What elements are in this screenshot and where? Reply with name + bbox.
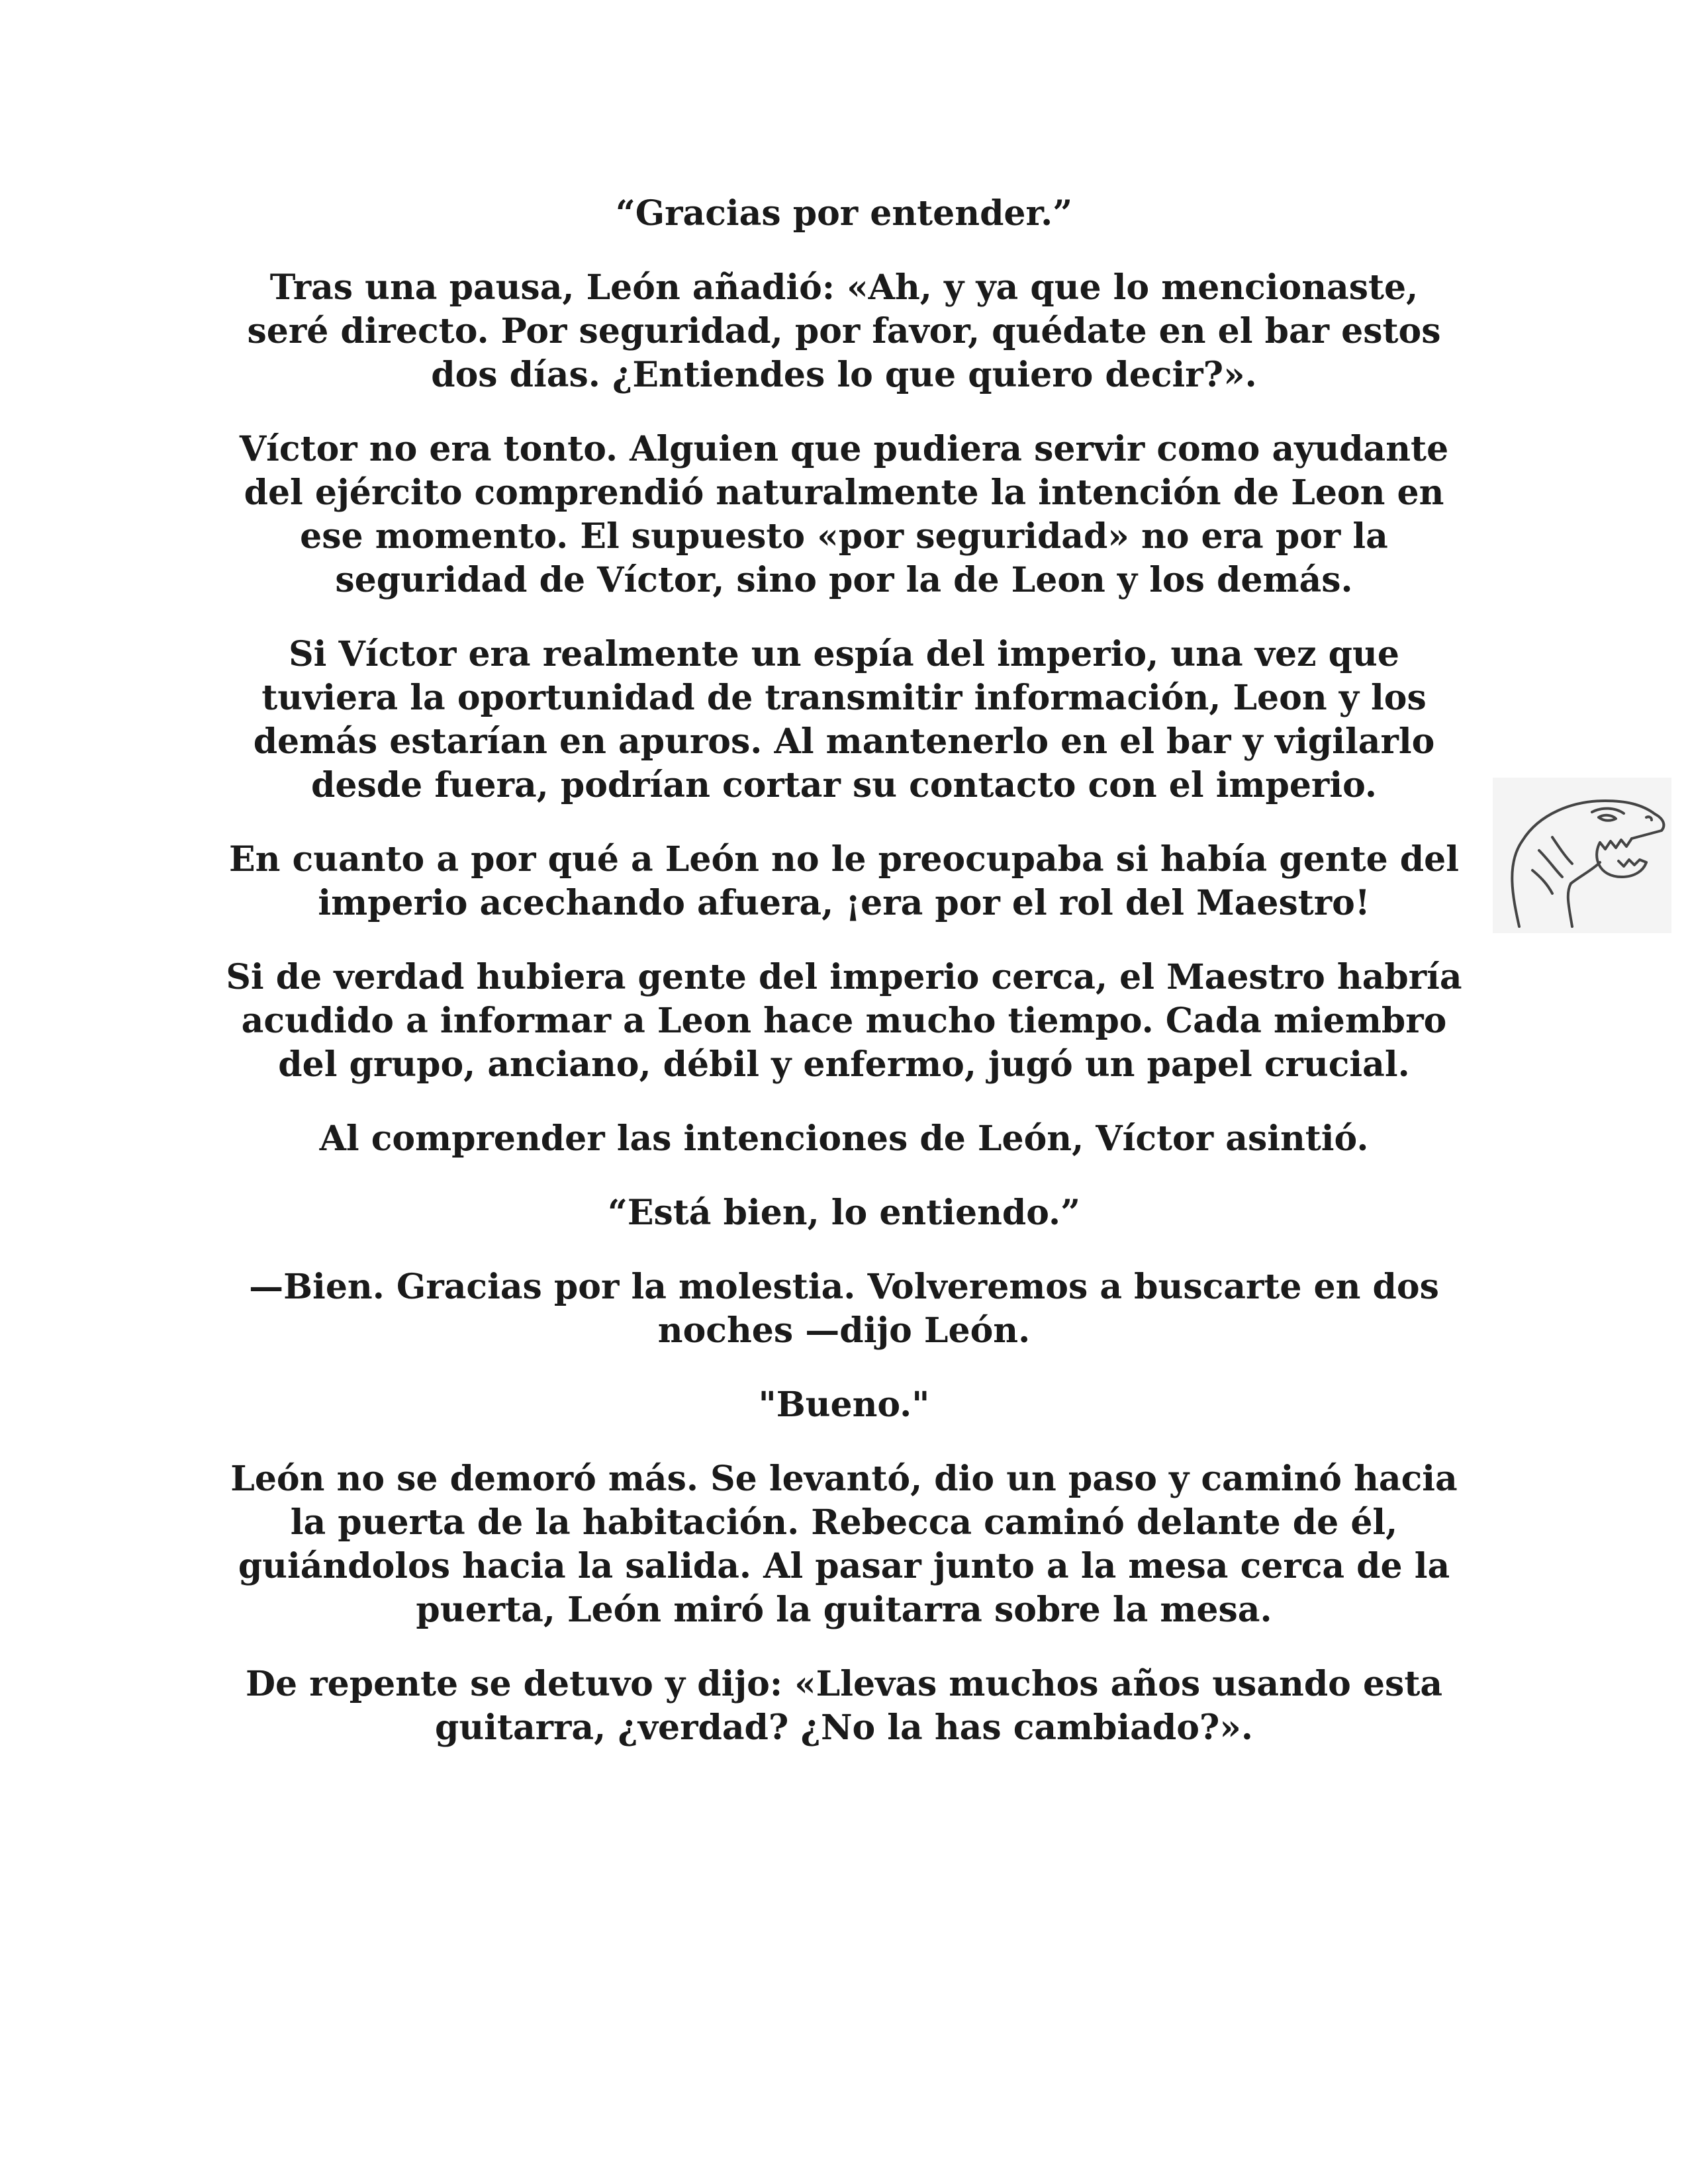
paragraph-5: En cuanto a por qué a León no le preocupaba si había gente del imperio acechando afuera, ¡era por el rol del Maestro!: [229, 839, 1459, 923]
paragraph-3: Víctor no era tonto. Alguien que pudiera servir como ayudante del ejército comprendió naturalmente la intención de Leon en ese momento. El supuesto «por seguridad» no era por la seguridad de Víctor, sino por la de Leon y los demás.: [239, 429, 1449, 600]
paragraph-6: Si de verdad hubiera gente del imperio cerca, el Maestro habría acudido a informar a Leon hace mucho tiempo. Cada miembro del grupo, anciano, débil y enfermo, jugó un papel crucial.: [226, 957, 1462, 1085]
paragraph-4: Si Víctor era realmente un espía del imperio, una vez que tuviera la oportunidad de transmitir información, Leon y los demás estarían en apuros. Al mantenerlo en el bar y vigilarlo desde fuera, podrían cortar su contacto con el imperio.: [253, 634, 1435, 805]
paragraph-11: León no se demoró más. Se levantó, dio un paso y caminó hacia la puerta de la habitación. Rebecca caminó delante de él, guiándolos hacia la salida. Al pasar junto a la mesa cerca de la puerta, León miró la guitarra sobre la mesa.: [230, 1459, 1458, 1630]
paragraph-12: De repente se detuvo y dijo: «Llevas muchos años usando esta guitarra, ¿verdad? ¿No la has cambiado?».: [245, 1664, 1443, 1748]
paragraph-2: Tras una pausa, León añadió: «Ah, y ya que lo mencionaste, seré directo. Por seguridad, por favor, quédate en el bar estos dos días. ¿Entiendes lo que quiero decir?».: [247, 267, 1441, 395]
body-text: [225, 192, 1463, 1780]
paragraph-9: —Bien. Gracias por la molestia. Volveremos a buscarte en dos noches —dijo León.: [249, 1267, 1439, 1351]
dinosaur-head-sketch-icon: [1493, 778, 1671, 933]
paragraph-8: “Está bien, lo entiendo.”: [607, 1193, 1081, 1233]
paragraph-1: “Gracias por entender.”: [615, 193, 1073, 234]
paragraph-7: Al comprender las intenciones de León, Víctor asintió.: [319, 1118, 1369, 1159]
paragraph-10: "Bueno.": [758, 1385, 930, 1425]
